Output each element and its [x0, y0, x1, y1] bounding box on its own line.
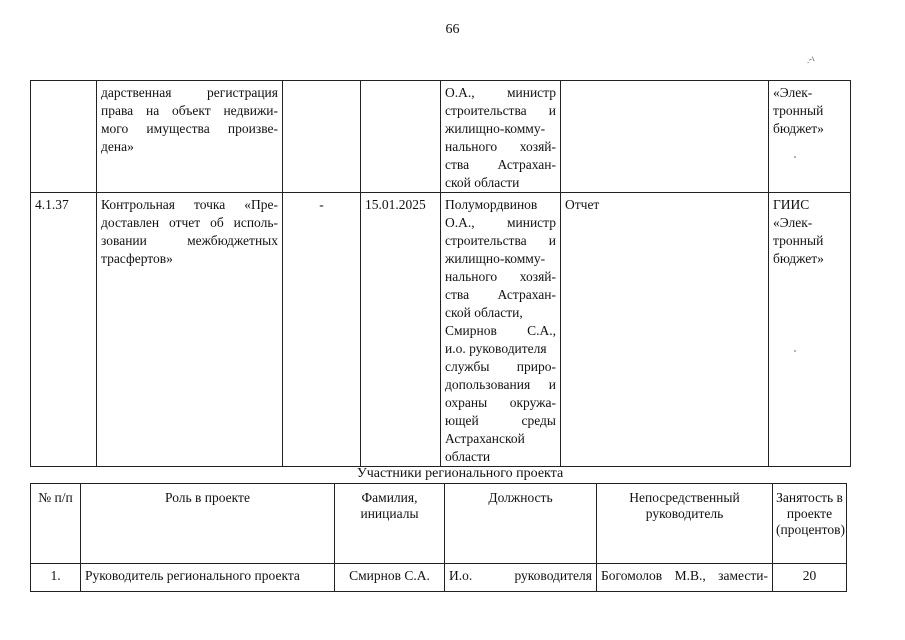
participant-number-cell: 1. — [31, 564, 81, 592]
responsible-cell: О.А., министр строительства и жилищно-комму- нального хозяй- ства Астрахан- ской области — [441, 81, 561, 193]
participant-role-cell: Руководитель регионального проекта — [81, 564, 335, 592]
participant-manager-cell: Богомолов М.В., замести- — [597, 564, 773, 592]
dash-cell — [283, 81, 361, 193]
participants-section-title: Участники регионального проекта — [356, 466, 564, 481]
table-row — [31, 564, 847, 592]
header-manager: Непосредственный руководитель — [597, 484, 773, 564]
header-name: Фамилия, инициалы — [335, 484, 445, 564]
participant-position-cell: И.о. руководителя — [445, 564, 597, 592]
header-role: Роль в проекте — [81, 484, 335, 564]
table-row — [31, 193, 851, 467]
participants-header-row — [31, 484, 847, 564]
information-system-cell: ГИИС «Элек- тронный бюджет» — [769, 193, 851, 467]
row-number-cell: 4.1.37 — [31, 193, 97, 467]
control-point-title-cell: Контрольная точка «Пре- доставлен отчет об исполь- зовании межбюджетных трасфертов» — [97, 193, 283, 467]
header-load: Занятость в проекте (процентов) — [773, 484, 847, 564]
table-row — [31, 81, 851, 193]
participant-load-cell: 20 — [773, 564, 847, 592]
header-position: Должность — [445, 484, 597, 564]
responsible-cell: Полумордвинов О.А., министр строительства и жилищно-комму- нального хозяй- ства Астрахан- ской области, Смирнов С.А., и.о. руководителя службы приро- допользования и охраны окружа- ющей среды Астраханской области — [441, 193, 561, 467]
date-cell: 15.01.2025 — [361, 193, 441, 467]
document-cell: Отчет — [561, 193, 769, 467]
row-number-cell — [31, 81, 97, 193]
page-number: 66 — [445, 22, 460, 37]
header-number: № п/п — [31, 484, 81, 564]
scan-mark: .-ı — [804, 52, 817, 67]
dash-cell: - — [283, 193, 361, 467]
participants-table — [30, 483, 847, 592]
document-cell — [561, 81, 769, 193]
control-point-title-cell: дарственная регистрация права на объект недвижи- мого имущества произве- дена» — [97, 81, 283, 193]
participant-name-cell: Смирнов С.А. — [335, 564, 445, 592]
information-system-cell: «Элек- тронный бюджет» — [769, 81, 851, 193]
date-cell — [361, 81, 441, 193]
plan-table — [30, 80, 851, 467]
